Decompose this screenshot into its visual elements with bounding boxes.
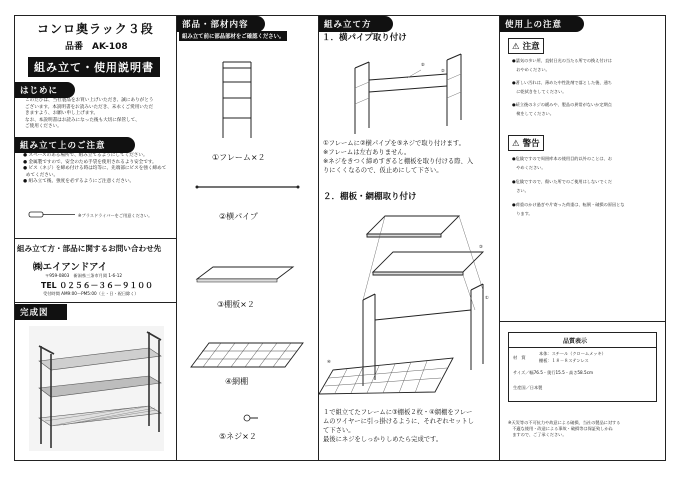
column-usage <box>500 16 665 460</box>
manual-title: 組み立て・使用説明書 <box>28 57 160 77</box>
screwdriver-icon <box>29 209 79 219</box>
quality-heading: 品質表示 <box>563 338 588 345</box>
assembly-notes-list <box>23 153 166 186</box>
part-screw-label: ⑤ネジ×２ <box>219 432 257 441</box>
step2-text <box>323 408 474 444</box>
step2-line: 最後にネジをしっかりしめたら完成です。 <box>323 436 443 443</box>
quality-box <box>508 332 657 402</box>
intro-line: ございます。本説明書をお読みいただき、末永くご愛用いただ <box>25 104 154 110</box>
column-parts <box>177 16 319 460</box>
product-title: コンロ奥ラック３段 <box>37 22 154 36</box>
disclaimer <box>508 420 620 438</box>
step1-illustration <box>347 48 472 136</box>
step2-illustration <box>323 210 495 404</box>
note-bullet: ● 組み立て後、強度を必ずるようにご注意ください。 <box>23 179 135 185</box>
step1-line: ※ネジをきつく締めすぎると棚板を取り付ける際、入 <box>323 158 474 165</box>
label-frame: ① <box>485 295 489 300</box>
assembly-notes-heading: 組み立て上のご注意 <box>15 137 135 153</box>
completed-heading: 完成図 <box>15 304 67 320</box>
origin-info: 生産国／日本製 <box>513 385 543 390</box>
material-shelf: 棚板：１８－８ステンレス <box>539 358 589 363</box>
intro-text <box>25 98 153 131</box>
column-assembly <box>319 16 500 460</box>
label-screw: ⑤ <box>421 62 425 67</box>
caution-item: ●著しい汚れは、薄めた中性洗剤で落とした後、通ち <box>512 80 612 86</box>
screw-icon <box>244 414 258 422</box>
wire-shelf-illustration <box>187 339 307 371</box>
caution-item: 検をしてください。 <box>512 110 554 116</box>
size-info: サイズ／幅76.5・奥行15.5・高さ58.5cm <box>513 370 594 375</box>
warning-item: ●荷重のかけ過ぎや片寄った荷重は、転倒・破損の原因とな <box>512 202 625 208</box>
note-bullet: ● スペースのある場所で、組み立てるようにしてください。 <box>23 153 148 158</box>
warning-item: やめください。 <box>512 164 546 170</box>
divider <box>509 347 656 348</box>
company-address: 〒959-0803 新潟県三条市月岡 1-6-12 <box>45 273 123 278</box>
step1-line: ①フレームに②横パイプを⑤ネジで取り付けます。 <box>323 140 465 147</box>
caution-title: 注意 <box>522 42 540 52</box>
note-bullet: めてください。 <box>25 172 59 178</box>
tool-note: ※プラスドライバーをご用意ください。 <box>78 213 153 218</box>
warning-title: 警告 <box>522 139 540 149</box>
intro-line: ご使用ください。 <box>25 124 62 130</box>
company-phone: TEL ０２５６－３６－９１００ <box>41 281 153 290</box>
step2-title: ２．棚板・網棚取り付け <box>323 192 417 202</box>
label-wire-shelf: ④ <box>327 359 331 364</box>
caution-item: に乾拭きをしてください。 <box>512 88 567 94</box>
caution-item: ●濡気の多い所、直射日光の当たる所での換え付けは <box>512 58 612 63</box>
step1-line: りにくくなるので、仮止めにして下さい。 <box>323 167 443 174</box>
part-frame-label: ①フレーム×２ <box>212 153 266 162</box>
disclaimer-line: ※天災等の不可抗力や故意による破損、当社の製品に対する <box>508 420 621 425</box>
material-body: 本体：スチール（クロームメッキ） <box>539 351 606 356</box>
parts-note: 組み立て前に部品部材をご確認ください。 <box>179 31 287 41</box>
part-shelf-label: ③棚板×２ <box>217 300 255 309</box>
warning-triangle-icon: ⚠ <box>512 139 520 149</box>
intro-line: きますよう、お願い申し上げます。 <box>25 111 99 117</box>
warning-box <box>508 135 544 151</box>
caution-item: おやめください。 <box>512 66 550 72</box>
caution-box <box>508 38 544 54</box>
completed-rack-illustration <box>29 326 164 451</box>
divider <box>15 302 176 303</box>
model-number: 品番 AK-108 <box>65 42 128 52</box>
step1-title: １．横パイプ取り付け <box>322 33 407 43</box>
intro-line: このたびは、当社製品をお買い上げいただき、誠にありがとう <box>25 98 154 103</box>
usage-heading: 使用上の注意 <box>500 16 584 32</box>
caution-list <box>512 57 612 119</box>
step1-text <box>323 139 473 175</box>
material-label: 材 質 <box>513 355 526 360</box>
part-wire-shelf-label: ④網棚 <box>225 377 249 386</box>
step1-line: ※フレームは左右ありません。 <box>323 149 411 156</box>
warning-triangle-icon: ⚠ <box>512 42 520 52</box>
company-name: ㈱エイアンドアイ <box>33 262 108 273</box>
intro-line: なお、本説明書はお読みになった後も大切に保管して、 <box>25 117 140 123</box>
step2-line: て下さい。 <box>323 427 355 434</box>
shelf-board-illustration <box>195 265 295 285</box>
divider <box>500 321 665 322</box>
assembly-heading: 組み立て方 <box>319 16 393 32</box>
frame-part-illustration <box>219 58 255 140</box>
label-shelf: ③ <box>479 244 483 249</box>
caution-item: ●続立後のネジの緩みや、製品の異常がないか定期点 <box>512 102 612 108</box>
divider <box>15 238 176 239</box>
warning-item: ります。 <box>512 210 533 216</box>
warning-list <box>512 155 625 219</box>
disclaimer-line: ますので、ご了承ください。 <box>508 432 567 437</box>
column-overview <box>15 16 177 460</box>
contact-heading: 組み立て方・部品に関するお問い合わせ先 <box>17 244 162 253</box>
intro-heading: はじめに <box>15 82 75 98</box>
label-pipe: ② <box>441 68 445 73</box>
manual-sheet <box>14 15 666 461</box>
disclaimer-line: 不適な使用・改造による事故・破損等は保証致しかね <box>508 426 613 431</box>
step2-line: ムのワイヤーに引っ掛けるように、それぞれセットし <box>323 418 474 425</box>
pipe-part-illustration <box>195 184 300 190</box>
warning-item: ●危険ですので、傷いた所でのご使用はしないでくだ <box>512 179 612 185</box>
warning-item: さい。 <box>512 187 529 193</box>
part-pipe-label: ②横パイプ <box>219 212 258 221</box>
note-bullet: ● 金属製ですので、安全のため手袋を使用されるより安全です。 <box>23 159 157 165</box>
business-hours: 受付時間 AM9:00〜PM5:00（土・日・祝日除く） <box>43 291 139 296</box>
step2-line: １で組立てたフレームに③棚板２枚・④網棚をフレー <box>323 409 473 416</box>
warning-item: ●危険ですので周囲库本の使用目的以外のことは、お <box>512 156 612 161</box>
note-bullet: ● ビス（ネジ）を締め付ける時は均等に、先端部にビスを強く締めて <box>23 166 167 172</box>
parts-heading: 部品・部材内容 <box>177 16 265 32</box>
